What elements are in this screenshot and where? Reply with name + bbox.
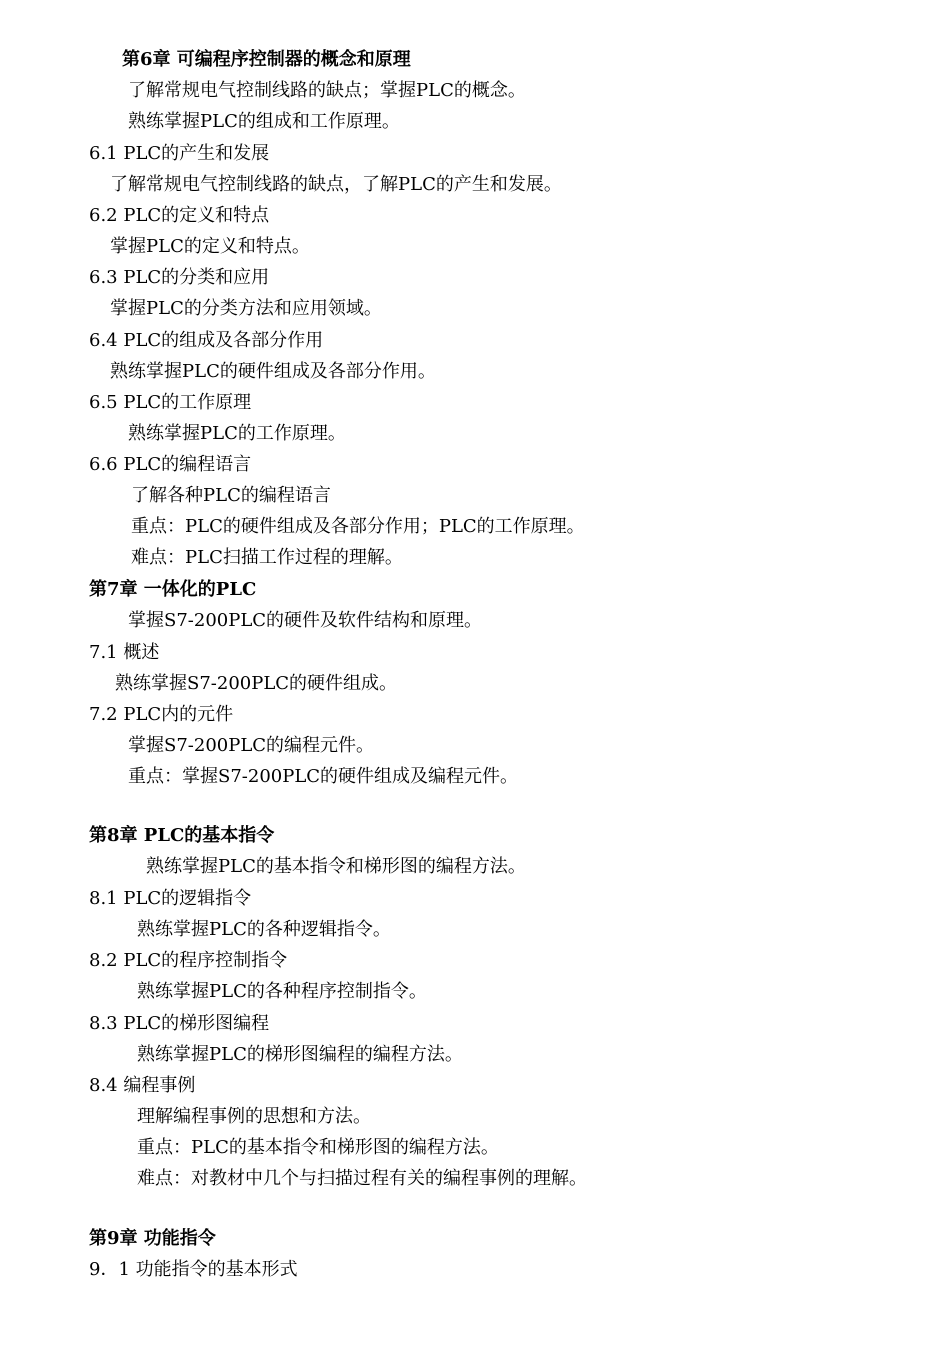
section-6-5-heading: 6.5 PLC的工作原理 — [89, 392, 252, 413]
section-8-3-text: 熟练掌握PLC的梯形图编程的编程方法。 — [137, 1044, 463, 1065]
chapter-7-goal: 掌握S7-200PLC的硬件及软件结构和原理。 — [128, 610, 483, 631]
section-6-2-text: 掌握PLC的定义和特点。 — [110, 236, 310, 257]
section-7-2-heading: 7.2 PLC内的元件 — [89, 704, 234, 725]
chapter-7-key-points: 重点：掌握S7-200PLC的硬件组成及编程元件。 — [128, 766, 519, 787]
section-6-6-heading: 6.6 PLC的编程语言 — [89, 454, 252, 475]
section-6-1-text: 了解常规电气控制线路的缺点，了解PLC的产生和发展。 — [110, 174, 562, 195]
section-8-2-heading: 8.2 PLC的程序控制指令 — [89, 950, 288, 971]
section-7-2-text: 掌握S7-200PLC的编程元件。 — [128, 735, 375, 756]
section-6-4-heading: 6.4 PLC的组成及各部分作用 — [89, 330, 324, 351]
chapter-6-goal-1: 了解常规电气控制线路的缺点；掌握PLC的概念。 — [128, 80, 526, 101]
section-6-3-text: 掌握PLC的分类方法和应用领域。 — [110, 298, 382, 319]
section-8-1-text: 熟练掌握PLC的各种逻辑指令。 — [137, 919, 391, 940]
section-7-1-heading: 7.1 概述 — [89, 642, 160, 663]
chapter-8-title: 第8章 PLC的基本指令 — [89, 825, 275, 846]
chapter-9-title: 第9章 功能指令 — [89, 1228, 216, 1249]
section-6-6-text: 了解各种PLC的编程语言 — [131, 485, 331, 506]
section-8-2-text: 熟练掌握PLC的各种程序控制指令。 — [137, 981, 427, 1002]
chapter-6-title: 第6章 可编程序控制器的概念和原理 — [122, 49, 411, 70]
chapter-6-goal-2: 熟练掌握PLC的组成和工作原理。 — [128, 111, 400, 132]
section-6-4-text: 熟练掌握PLC的硬件组成及各部分作用。 — [110, 361, 436, 382]
section-6-5-text: 熟练掌握PLC的工作原理。 — [128, 423, 346, 444]
chapter-8-goal: 熟练掌握PLC的基本指令和梯形图的编程方法。 — [146, 856, 526, 877]
section-7-1-text: 熟练掌握S7-200PLC的硬件组成。 — [115, 673, 398, 694]
chapter-7-title: 第7章 一体化的PLC — [89, 579, 257, 600]
section-8-4-heading: 8.4 编程事例 — [89, 1075, 196, 1096]
section-6-1-heading: 6.1 PLC的产生和发展 — [89, 143, 270, 164]
section-8-3-heading: 8.3 PLC的梯形图编程 — [89, 1013, 270, 1034]
section-8-1-heading: 8.1 PLC的逻辑指令 — [89, 888, 252, 909]
section-6-2-heading: 6.2 PLC的定义和特点 — [89, 205, 270, 226]
chapter-6-difficulties: 难点：PLC扫描工作过程的理解。 — [131, 547, 403, 568]
section-9-1-heading: 9．1 功能指令的基本形式 — [89, 1259, 298, 1280]
chapter-6-key-points: 重点：PLC的硬件组成及各部分作用；PLC的工作原理。 — [131, 516, 585, 537]
section-6-3-heading: 6.3 PLC的分类和应用 — [89, 267, 270, 288]
section-8-4-text: 理解编程事例的思想和方法。 — [137, 1106, 371, 1127]
chapter-8-difficulties: 难点：对教材中几个与扫描过程有关的编程事例的理解。 — [137, 1168, 587, 1189]
chapter-8-key-points: 重点：PLC的基本指令和梯形图的编程方法。 — [137, 1137, 499, 1158]
